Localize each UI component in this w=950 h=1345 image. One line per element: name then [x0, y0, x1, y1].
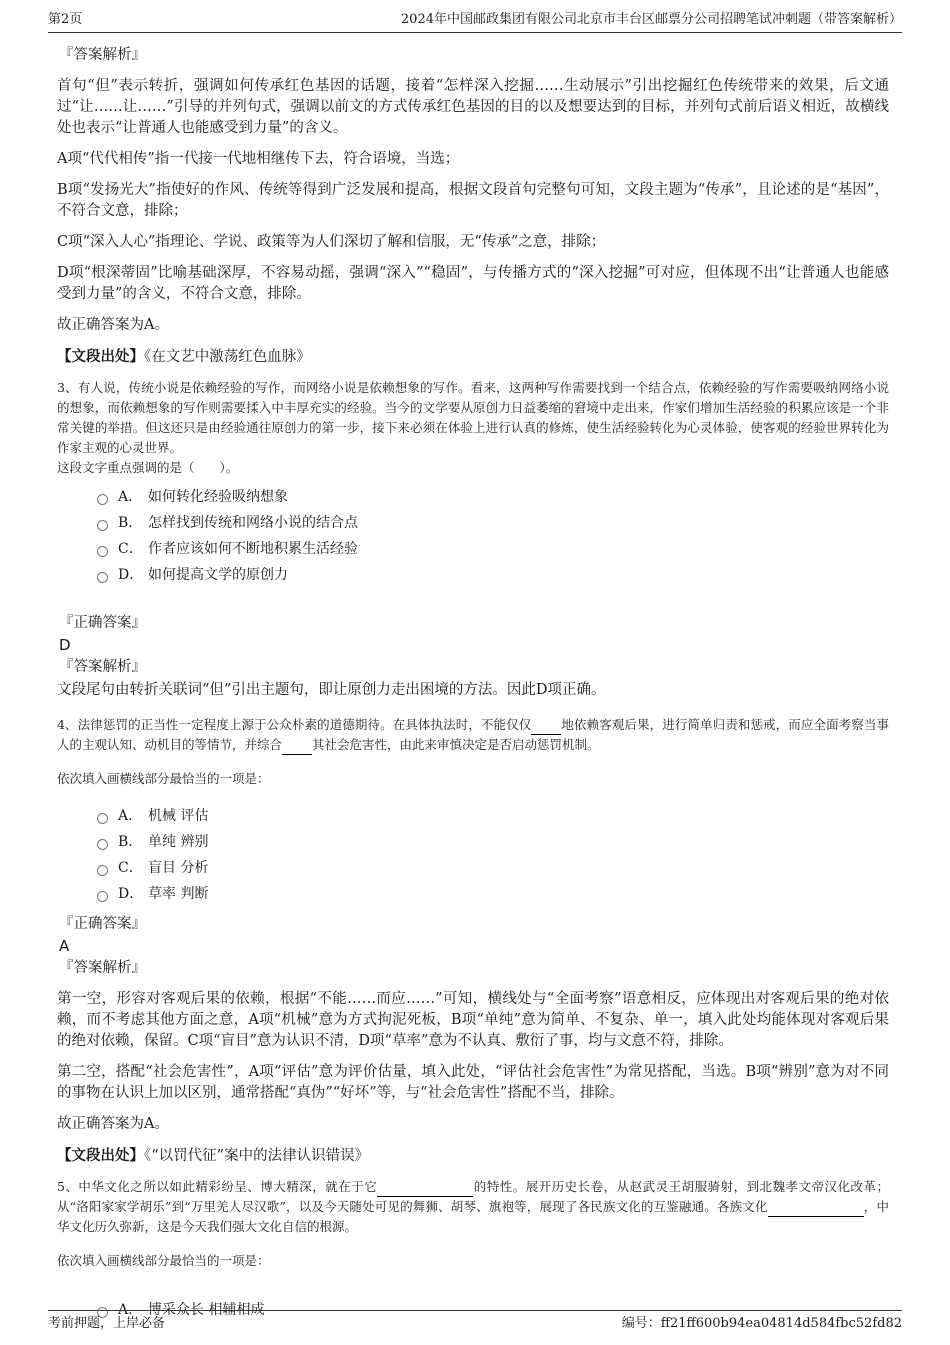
radio-icon[interactable]: [97, 865, 108, 876]
q4-option-c[interactable]: C． 盲目 分析: [97, 855, 889, 881]
q4-analysis-paragraph-1: 第一空，形容对客观后果的依赖，根据“不能……而应……”可知，横线处与“全面考察”语意相反，应体现出对客观后果的绝对依赖，而不考虑其他方面之意，A项“机械”意为方式拘泥死板，B项“单纯”意为简单、不复杂、单一，填入此处均能体现对客观后果的绝对依赖，保留。C项“盲目”意为认识不清，D项“草率”意为不认真、敷衍了事，均与文意不符，排除。: [57, 991, 889, 1049]
radio-icon[interactable]: [97, 520, 108, 531]
q5-question-text: 5、中华文化之所以如此精彩纷呈、博大精深，就在于它 的特性。展开历史长卷，从赵武灵王胡服骑射，到北魏孝文帝汉化改革；从“洛阳家家学胡乐”到“万里羌人尽汉歌”，以及今天随处可见的舞狮、胡琴、旗袍等，展现了各民族文化的互鉴融通。各族文化 ，中华文化历久弥新，这是今天我们强大文化自信的根源。: [57, 1179, 889, 1234]
q3-analysis-label: 『答案解析』: [59, 659, 146, 675]
q2-analysis-paragraph-2: A项“代代相传”指一代接一代地相继传下去，符合语境，当选；: [57, 151, 460, 167]
q3-prompt: 这段文字重点强调的是（ ）。: [57, 460, 239, 475]
page-footer: [48, 1310, 902, 1335]
document-title: 2024年中国邮政集团有限公司北京市丰台区邮票分公司招聘笔试冲刺题（带答案解析）: [400, 12, 902, 27]
q5-option-a[interactable]: A． 博采众长 相辅相成: [97, 1297, 889, 1323]
q4-option-a[interactable]: A． 机械 评估: [97, 803, 889, 829]
radio-icon[interactable]: [97, 891, 108, 902]
page-header: [48, 10, 902, 33]
q3-option-a[interactable]: A． 如何转化经验吸纳想象: [97, 484, 889, 510]
source-tag: 【文段出处】: [57, 348, 144, 365]
q2-conclusion: 故正确答案为A。: [57, 317, 169, 333]
q4-source-title: 《“以罚代征”案中的法律认识错误》: [144, 1148, 370, 1164]
q4-question-text: 4、法律惩罚的正当性一定程度上源于公众朴素的道德期待。在具体执法时，不能仅仅 地依赖客观后果，进行简单归责和惩戒，而应全面考察当事人的主观认知、动机目的等情节，并综合 其社会危害性，由此来审慎决定是否启动惩罚机制。: [57, 715, 889, 755]
q3-option-d[interactable]: D． 如何提高文学的原创力: [97, 562, 889, 588]
page-number: 第2页: [48, 12, 83, 27]
document-body: [57, 44, 889, 1323]
q4-source: [57, 1145, 889, 1167]
q3-correct-answer-label: 『正确答案』: [59, 615, 146, 631]
q4-options: [97, 803, 889, 907]
source-tag: 【文段出处】: [57, 1147, 144, 1164]
q2-source-title: 《在文艺中激荡红色血脉》: [144, 349, 311, 365]
radio-icon[interactable]: [97, 813, 108, 824]
q4-conclusion: 故正确答案为A。: [57, 1116, 169, 1132]
blank-line: [282, 740, 312, 755]
q2-analysis-paragraph-4: C项“深入人心”指理论、学说、政策等为人们深切了解和信服，无“传承”之意，排除；: [57, 234, 606, 250]
q3-options: [97, 484, 889, 588]
radio-icon[interactable]: [97, 546, 108, 557]
q4-correct-answer-label: 『正确答案』: [59, 916, 146, 932]
q3-option-c[interactable]: C． 作者应该如何不断地积累生活经验: [97, 536, 889, 562]
q3-option-b[interactable]: B． 怎样找到传统和网络小说的结合点: [97, 510, 889, 536]
radio-icon[interactable]: [97, 572, 108, 583]
radio-icon[interactable]: [97, 839, 108, 850]
q4-analysis-paragraph-2: 第二空，搭配“社会危害性”，A项“评估”意为评价估量，填入此处，“评估社会危害性”为常见搭配，当选。B项“辨别”意为对不同的事物在认识上加以区别，通常搭配“真伪”“好坏”等，与“社会危害性”搭配不当，排除。: [57, 1064, 889, 1101]
blank-line: [377, 1182, 473, 1197]
q5-prompt: 依次填入画横线部分最恰当的一项是：: [57, 1253, 270, 1268]
q2-analysis-paragraph-5: D项“根深蒂固”比喻基础深厚，不容易动摇，强调“深入”“稳固”，与传播方式的“深入挖掘”可对应，但体现不出“让普通人也能感受到力量”的含义，不符合文意，排除。: [57, 265, 889, 302]
q2-analysis-label: 『答案解析』: [59, 47, 146, 63]
q3-question-text: 3、有人说，传统小说是依赖经验的写作，而网络小说是依赖想象的写作。看来，这两种写作需要找到一个结合点，依赖经验的写作需要吸纳网络小说的想象，而依赖想象的写作则需要揉入中丰厚充实的经验。当今的文学要从原创力日益萎缩的窘境中走出来，作家们增加生活经验的积累应该是一个非常关键的举措。但这还只是由经验通往原创力的第一步，接下来必须在体验上进行认真的修炼，使生活经验转化为心灵体验，使客观的经验世界转化为作家主观的心灵世界。: [57, 380, 889, 455]
q4-option-d[interactable]: D． 草率 判断: [97, 881, 889, 907]
q4-prompt: 依次填入画横线部分最恰当的一项是：: [57, 771, 270, 786]
radio-icon[interactable]: [97, 494, 108, 505]
document-code: 编号：ff21ff600b94ea04814d584fbc52fd82: [621, 1316, 902, 1331]
blank-line: [531, 720, 561, 735]
q3-correct-answer: D: [59, 636, 71, 654]
footer-slogan: 考前押题，上岸必备: [48, 1316, 166, 1331]
q4-analysis-label: 『答案解析』: [59, 960, 146, 976]
q2-analysis-paragraph-3: B项“发扬光大”指使好的作风、传统等得到广泛发展和提高，根据文段首句完整句可知，文段主题为“传承”，且论述的是“基因”，不符合文意，排除；: [57, 182, 889, 219]
q4-correct-answer: A: [59, 937, 70, 955]
q4-option-b[interactable]: B． 单纯 辨别: [97, 829, 889, 855]
q3-analysis: 文段尾句由转折关联词“但”引出主题句，即让原创力走出困境的方法。因此D项正确。: [57, 682, 606, 698]
q2-source: [57, 346, 889, 368]
blank-line: [768, 1202, 864, 1217]
q2-analysis-paragraph-1: 首句“但”表示转折，强调如何传承红色基因的话题，接着“怎样深入挖掘……生动展示”引出挖掘红色传统带来的效果，后文通过“让……让……”引导的并列句式，强调以前文的方式传承红色基因的目的以及想要达到的目标，并列句式前后语义相近，故横线处也表示“让普通人也能感受到力量”的含义。: [57, 78, 889, 136]
